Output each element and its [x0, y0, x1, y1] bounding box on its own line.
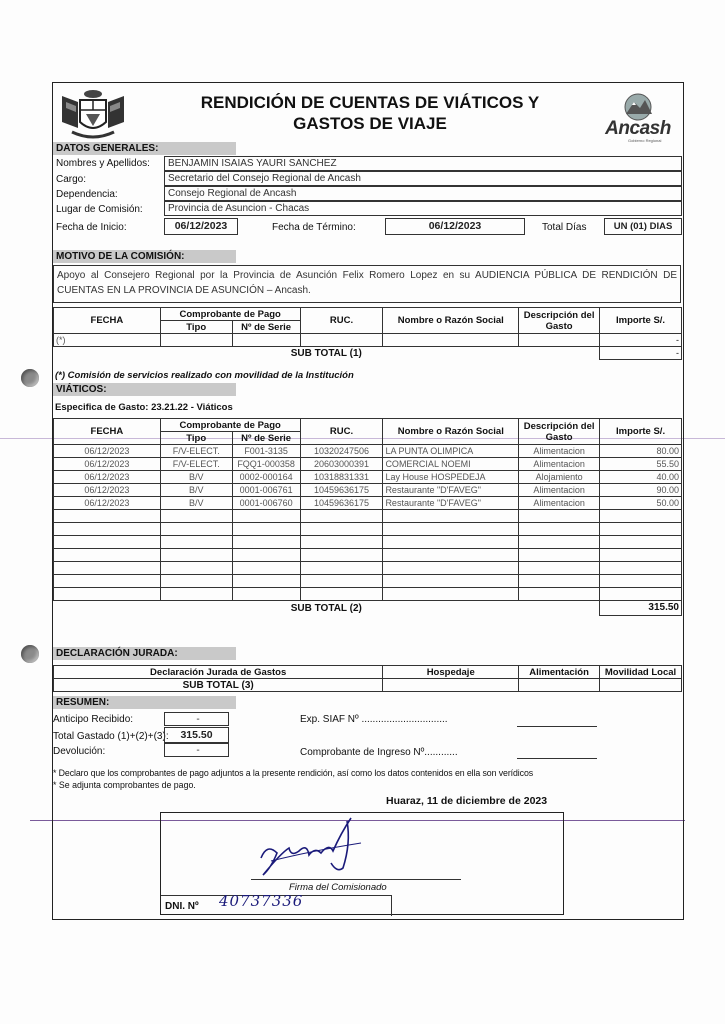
cell-serie: 0001-006760 — [232, 497, 300, 510]
dependencia-field: Consejo Regional de Ancash — [164, 186, 682, 201]
th-serie: Nº de Serie — [232, 432, 300, 445]
table-row — [54, 536, 682, 549]
cell-tipo: B/V — [160, 471, 232, 484]
cell-empty — [383, 562, 519, 575]
total-gastado-label: Total Gastado (1)+(2)+(3): — [53, 731, 169, 742]
nombres-field: BENJAMIN ISAIAS YAURI SANCHEZ — [164, 156, 682, 171]
subtotal-3-label: SUB TOTAL (3) — [54, 679, 383, 692]
cell-empty — [54, 510, 161, 523]
total-dias-label: Total Días — [542, 222, 587, 233]
fecha-inicio-label: Fecha de Inicio: — [56, 222, 127, 233]
cell-descripcion: Alimentacion — [519, 445, 600, 458]
cell-ruc: 10459636175 — [300, 497, 383, 510]
declaracion-table — [53, 665, 682, 692]
subtotal-2-value: 315.50 — [600, 601, 682, 616]
footer-note-2: * Se adjunta comprobantes de pago. — [53, 780, 196, 790]
cell-empty — [600, 536, 682, 549]
cell-empty — [54, 523, 161, 536]
cell-importe: 55.50 — [600, 458, 682, 471]
dni-value: 40737336 — [219, 892, 304, 910]
nombres-label: Nombres y Apellidos: — [56, 158, 150, 169]
cell-serie: 0001-006761 — [232, 484, 300, 497]
cell-empty — [300, 523, 383, 536]
fecha-termino-label: Fecha de Término: — [272, 222, 356, 233]
cell-empty — [300, 575, 383, 588]
table-row — [54, 497, 682, 510]
cell-empty — [383, 510, 519, 523]
cell-empty — [160, 510, 232, 523]
cell-empty — [383, 523, 519, 536]
table-row — [54, 523, 682, 536]
cell-nombre: LA PUNTA OLIMPICA — [383, 445, 519, 458]
cell-fecha: 06/12/2023 — [54, 497, 161, 510]
cell-empty — [232, 536, 300, 549]
cell-empty — [300, 536, 383, 549]
th-tipo: Tipo — [160, 321, 232, 334]
total-gastado-field: 315.50 — [164, 727, 229, 743]
table-row — [54, 588, 682, 601]
cell-empty — [383, 536, 519, 549]
th-fecha: FECHA — [54, 419, 161, 445]
table-row — [54, 562, 682, 575]
cell-empty — [600, 575, 682, 588]
cell-empty — [232, 575, 300, 588]
cell-empty — [519, 588, 600, 601]
table-row — [54, 575, 682, 588]
dni-label: DNI. Nº — [165, 901, 199, 912]
cell-descripcion: Alimentacion — [519, 497, 600, 510]
place-date: Huaraz, 11 de diciembre de 2023 — [386, 795, 548, 807]
cell-importe: 50.00 — [600, 497, 682, 510]
siaf-line — [517, 726, 597, 727]
cell-ruc: 10320247506 — [300, 445, 383, 458]
cell-serie: FQQ1-000358 — [232, 458, 300, 471]
th-hospedaje: Hospedaje — [383, 666, 519, 679]
th-movilidad: Movilidad Local — [600, 666, 682, 679]
cell-fecha: 06/12/2023 — [54, 458, 161, 471]
section-declaracion: DECLARACIÓN JURADA: — [53, 647, 236, 660]
firma-line — [251, 879, 461, 880]
cell-empty — [54, 575, 161, 588]
cell-empty — [232, 588, 300, 601]
cell-empty — [232, 549, 300, 562]
th-nombre: Nombre o Razón Social — [383, 419, 519, 445]
cell-empty — [600, 549, 682, 562]
th-declaracion: Declaración Jurada de Gastos — [54, 666, 383, 679]
cell-tipo: B/V — [160, 497, 232, 510]
cell-descripcion: Alimentacion — [519, 484, 600, 497]
cell-empty — [160, 575, 232, 588]
th-descripcion: Descripción del Gasto — [519, 419, 600, 445]
th-descripcion: Descripción del Gasto — [519, 308, 600, 334]
section-motivo: MOTIVO DE LA COMISIÓN: — [53, 250, 236, 263]
table-row — [54, 510, 682, 523]
cell-empty — [519, 536, 600, 549]
dependencia-label: Dependencia: — [56, 189, 118, 200]
th-ruc: RUC. — [300, 308, 383, 334]
cell-empty — [160, 523, 232, 536]
th-serie: Nº de Serie — [232, 321, 300, 334]
fecha-termino-field: 06/12/2023 — [385, 218, 525, 235]
handwritten-signature — [251, 813, 411, 883]
cell-nombre: Restaurante "D'FAVEG" — [383, 497, 519, 510]
cell-nombre: Lay House HOSPEDEJA — [383, 471, 519, 484]
cell-empty — [160, 562, 232, 575]
cell-empty — [519, 575, 600, 588]
cell-tipo: B/V — [160, 484, 232, 497]
total-dias-field: UN (01) DIAS — [604, 218, 682, 235]
ancash-logo-subtext: Gobierno Regional — [628, 138, 662, 143]
cell-tipo: F/V-ELECT. — [160, 445, 232, 458]
cell-empty — [600, 510, 682, 523]
cell-empty — [383, 575, 519, 588]
lugar-field: Provincia de Asuncion - Chacas — [164, 201, 682, 216]
ingreso-label: Comprobante de Ingreso Nº............ — [300, 747, 458, 758]
viaticos-table — [53, 418, 682, 616]
subtotal-1-label: SUB TOTAL (1) — [54, 347, 600, 360]
table-row — [54, 334, 682, 347]
ancash-logo — [598, 92, 678, 144]
cell-empty — [600, 588, 682, 601]
th-importe: Importe S/. — [600, 419, 682, 445]
movilidad-note: (*) Comisión de servicios realizado con movilidad de la Institución — [55, 370, 354, 381]
cell-empty — [300, 588, 383, 601]
section-datos-generales: DATOS GENERALES: — [53, 142, 236, 155]
motivo-text: Apoyo al Consejero Regional por la Provincia de Asunción Felix Romero Lopez en su AUDIENCIA PÚBLICA DE RENDICIÓN DE CUENTAS EN LA PROVINCIA DE ASUNCIÓN – Ancash. — [53, 265, 681, 303]
cell-nombre: COMERCIAL NOEMI — [383, 458, 519, 471]
cell-empty — [519, 562, 600, 575]
cell-empty — [160, 536, 232, 549]
ingreso-line — [517, 758, 597, 759]
th-tipo: Tipo — [160, 432, 232, 445]
cell-ruc: 20603000391 — [300, 458, 383, 471]
signature-box — [160, 812, 564, 915]
peru-coat-of-arms-logo — [58, 88, 128, 140]
anticipo-label: Anticipo Recibido: — [53, 714, 134, 725]
cell-empty — [300, 510, 383, 523]
cell-empty — [232, 523, 300, 536]
cell-empty — [54, 536, 161, 549]
cell-fecha: 06/12/2023 — [54, 471, 161, 484]
section-resumen: RESUMEN: — [53, 696, 236, 709]
th-nombre: Nombre o Razón Social — [383, 308, 519, 334]
cell-empty — [160, 588, 232, 601]
cell-ruc: 10459636175 — [300, 484, 383, 497]
section-viaticos: VIÁTICOS: — [53, 383, 236, 396]
fecha-inicio-field: 06/12/2023 — [164, 218, 238, 235]
footer-note-1: * Declaro que los comprobantes de pago adjuntos a la presente rendición, así como los datos contenidos en ella son verídicos — [53, 768, 534, 778]
movilidad-importe: - — [600, 334, 682, 347]
cell-fecha: 06/12/2023 — [54, 484, 161, 497]
firma-label: Firma del Comisionado — [289, 882, 387, 893]
cell-empty — [300, 562, 383, 575]
movilidad-row-mark: (*) — [54, 334, 161, 347]
cell-ruc: 10318831331 — [300, 471, 383, 484]
cell-empty — [54, 562, 161, 575]
cell-descripcion: Alojamiento — [519, 471, 600, 484]
cell-empty — [519, 510, 600, 523]
cell-empty — [519, 523, 600, 536]
cell-descripcion: Alimentacion — [519, 458, 600, 471]
table-row — [54, 549, 682, 562]
devolucion-label: Devolución: — [53, 746, 106, 757]
subtotal-1-value: - — [600, 347, 682, 360]
title-line-2: GASTOS DE VIAJE — [293, 114, 447, 133]
th-comprobante: Comprobante de Pago — [160, 419, 300, 432]
form-title — [160, 92, 580, 134]
cell-importe: 80.00 — [600, 445, 682, 458]
th-fecha: FECHA — [54, 308, 161, 334]
cargo-field: Secretario del Consejo Regional de Ancash — [164, 171, 682, 186]
cell-empty — [600, 523, 682, 536]
table-row — [54, 445, 682, 458]
anticipo-field: - — [164, 712, 229, 726]
th-ruc: RUC. — [300, 419, 383, 445]
cell-empty — [519, 549, 600, 562]
cell-empty — [600, 562, 682, 575]
cell-serie: 0002-000164 — [232, 471, 300, 484]
table-row — [54, 484, 682, 497]
cell-empty — [160, 549, 232, 562]
cargo-label: Cargo: — [56, 174, 87, 185]
cell-empty — [300, 549, 383, 562]
punch-hole-top — [21, 369, 39, 387]
subtotal-2-label: SUB TOTAL (2) — [54, 601, 600, 616]
cell-tipo: F/V-ELECT. — [160, 458, 232, 471]
cell-empty — [383, 588, 519, 601]
cell-importe: 40.00 — [600, 471, 682, 484]
cell-empty — [54, 588, 161, 601]
cell-empty — [383, 549, 519, 562]
title-line-1: RENDICIÓN DE CUENTAS DE VIÁTICOS Y — [200, 93, 540, 112]
table-row — [54, 458, 682, 471]
cell-empty — [232, 510, 300, 523]
cell-fecha: 06/12/2023 — [54, 445, 161, 458]
cell-serie: F001-3135 — [232, 445, 300, 458]
movilidad-table — [53, 307, 682, 360]
th-comprobante: Comprobante de Pago — [160, 308, 300, 321]
th-importe: Importe S/. — [600, 308, 682, 334]
cell-importe: 90.00 — [600, 484, 682, 497]
siaf-label: Exp. SIAF Nº ............................... — [300, 714, 448, 725]
cell-empty — [232, 562, 300, 575]
ancash-logo-text: Ancash — [605, 118, 671, 139]
table-row — [54, 471, 682, 484]
especifica-gasto: Especifica de Gasto: 23.21.22 - Viáticos — [55, 402, 233, 413]
punch-hole-bottom — [21, 645, 39, 663]
lugar-label: Lugar de Comisión: — [56, 204, 143, 215]
cell-nombre: Restaurante "D'FAVEG" — [383, 484, 519, 497]
cell-empty — [54, 549, 161, 562]
th-alimentacion: Alimentación — [519, 666, 600, 679]
devolucion-field: - — [164, 743, 229, 757]
